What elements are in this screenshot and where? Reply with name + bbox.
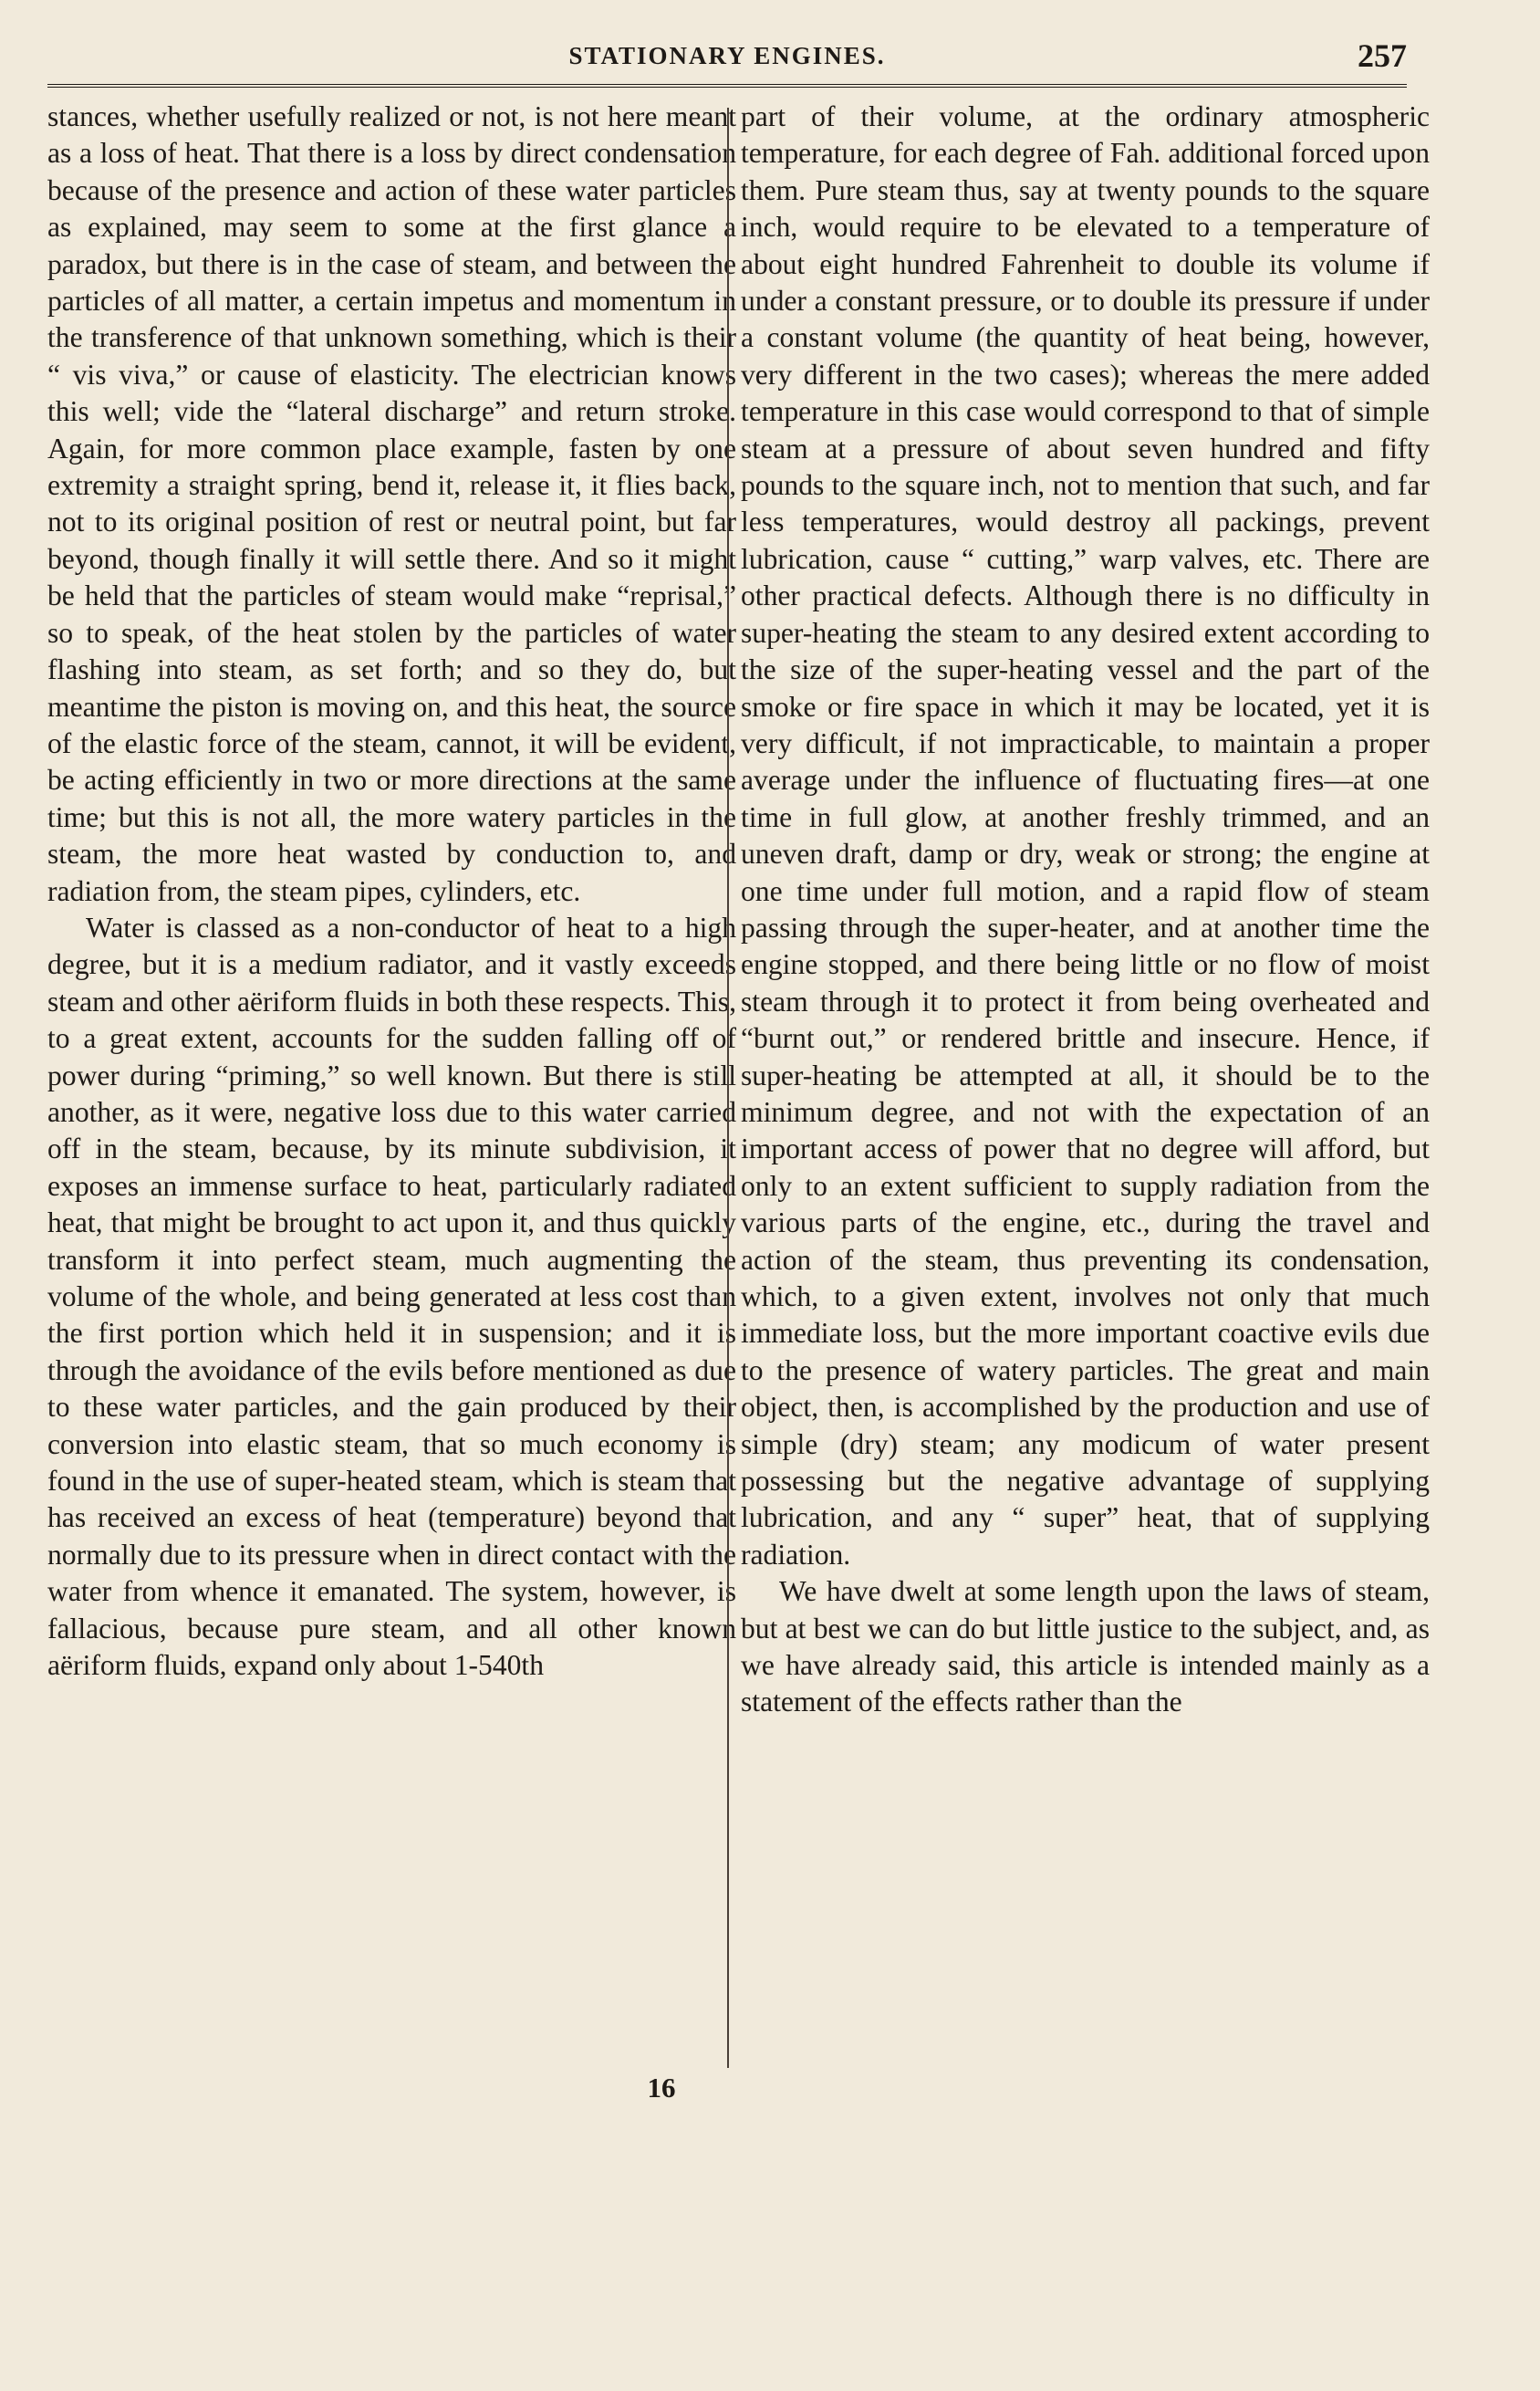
right-paragraph-1: part of their volume, at the ordinary atmospheric temperature, for each degree of Fah. additional forced upon them. Pure steam thus, say at twenty pounds to the square inch, would require to be elevated to a temperature of about eight hundred Fahrenheit to double its volume if under a constant pressure, or to double its pressure if under a constant volume (the quantity of heat being, however, very different in the two cases); whereas the mere added temperature in this case would correspond to that of simple steam at a pressure of about seven hundred and fifty pounds to the square inch, not to mention that such, and far less temperatures, would destroy all packings, prevent lubrication, cause “ cutting,” warp valves, etc. There are other practical defects. Although there is no difficulty in super-heating the steam to any desired extent according to the size of the super-heating vessel and the part of the smoke or fire space in which it may be located, yet it is very difficult, if not impracticable, to maintain a proper average under the influence of fluctuating fires—at one time in full glow, at another freshly trimmed, and an uneven draft, damp or dry, weak or strong; the engine at one time under full motion, and a rapid flow of steam passing through the super-heater, and at another time the engine stopped, and there being little or no flow of moist steam through it to protect it from being overheated and “burnt out,” or rendered brittle and insecure. Hence, if super-heating be attempted at all, it should be to the minimum degree, and not with the expectation of an important access of power that no degree will afford, but only to an extent sufficient to supply radiation from the various parts of the engine, etc., during the travel and action of the steam, thus preventing its condensation, which, to a given extent, involves not only that much immediate loss, but the more important coactive evils due to the presence of watery particles. The great and main object, then, is accomplished by the production and use of simple (dry) steam; any modicum of water present possessing but the negative advantage of supplying lubrication, and any “ super” heat, that of supplying radiation. (741, 100, 1430, 1571)
right-column (741, 99, 1430, 1721)
right-paragraph-2: We have dwelt at some length upon the laws of steam, but at best we can do but little justice to the subject, and, as we have already said, this article is intended mainly as a statement of the effects rather than the (741, 1575, 1430, 1718)
column-divider (727, 108, 729, 2068)
left-paragraph-2: Water is classed as a non-conductor of heat to a high degree, but it is a medium radiator, and it vastly exceeds steam and other aëriform fluids in both these respects. This, to a great extent, accounts for the sudden falling off of power during “priming,” so well known. But there is still another, as it were, negative loss due to this water carried off in the steam, because, by its minute subdivision, it exposes an immense surface to heat, particularly radiated heat, that might be brought to act upon it, and thus quickly transform it into perfect steam, much augmenting the volume of the whole, and being generated at less cost than the first portion which held it in suspension; and it is through the avoidance of the evils before mentioned as due to these water particles, and the gain produced by their conversion into elastic steam, that so much economy is found in the use of super-heated steam, which is steam that has received an excess of heat (temperature) beyond that normally due to its pressure when in direct contact with the water from whence it emanated. The system, however, is fallacious, because pure steam, and all other known aëriform fluids, expand only about 1-540th (47, 911, 736, 1682)
header-rule (47, 84, 1407, 88)
page-header (47, 37, 1407, 82)
running-title: STATIONARY ENGINES. (568, 42, 886, 69)
signature-mark: 16 (647, 2072, 676, 2104)
left-column (47, 99, 736, 1684)
left-paragraph-1: stances, whether usefully realized or not, is not here meant as a loss of heat. That there is a loss by direct condensation because of the presence and action of these water particles as explained, may seem to some at the first glance a paradox, but there is in the case of steam, and between the particles of all matter, a certain impetus and momentum in the transference of that unknown something, which is their “ vis viva,” or cause of elasticity. The electrician knows this well; vide the “lateral discharge” and return stroke. Again, for more common place example, fasten by one extremity a straight spring, bend it, release it, it flies back, not to its original position of rest or neutral point, but far beyond, though finally it will settle there. And so it might be held that the particles of steam would make “reprisal,” so to speak, of the heat stolen by the particles of water flashing into steam, as set forth; and so they do, but meantime the piston is moving on, and this heat, the source of the elastic force of the steam, cannot, it will be evident, be acting efficiently in two or more directions at the same time; but this is not all, the more watery particles in the steam, the more heat wasted by conduction to, and radiation from, the steam pipes, cylinders, etc. (47, 100, 736, 907)
page-number: 257 (1358, 37, 1407, 74)
